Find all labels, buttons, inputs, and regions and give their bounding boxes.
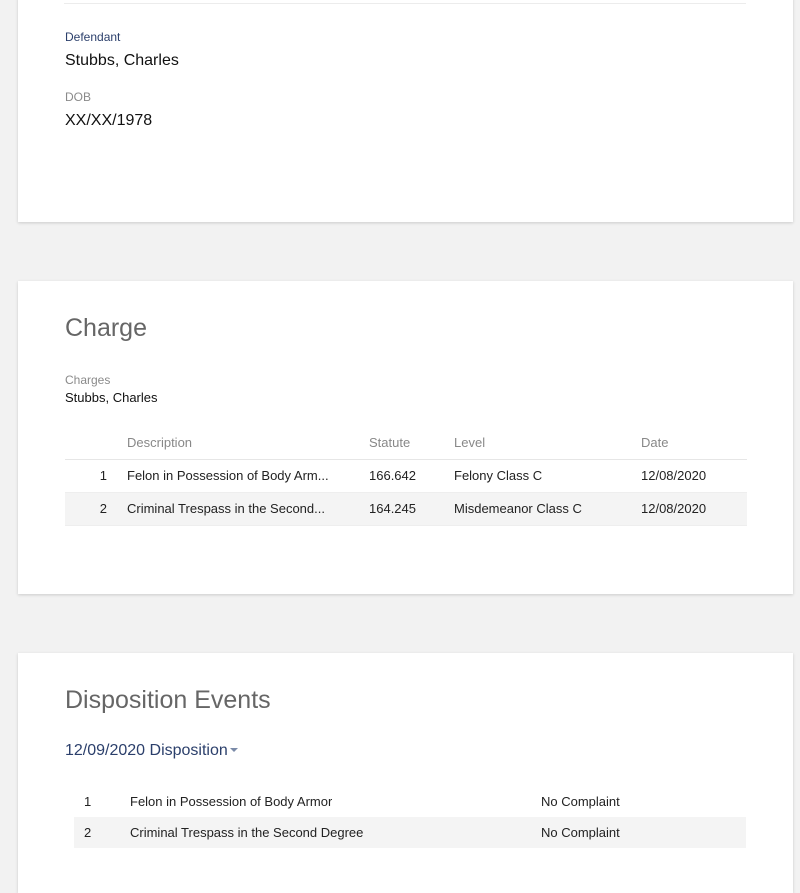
- charges-table: [65, 431, 747, 526]
- charge-description: Criminal Trespass in the Second...: [127, 501, 325, 516]
- row-number: 2: [84, 825, 92, 840]
- disposition-description: Criminal Trespass in the Second Degree: [130, 825, 364, 840]
- table-row[interactable]: [74, 786, 746, 817]
- disposition-status: No Complaint: [541, 794, 620, 809]
- table-row[interactable]: [65, 493, 747, 526]
- dob-value: XX/XX/1978: [65, 112, 153, 129]
- charges-party: Stubbs, Charles: [65, 390, 158, 405]
- charge-date: 12/08/2020: [641, 468, 707, 483]
- defendant-name: Stubbs, Charles: [65, 52, 179, 69]
- row-number: 2: [99, 501, 107, 516]
- table-row[interactable]: [74, 817, 746, 848]
- disposition-status: No Complaint: [541, 825, 620, 840]
- charge-title: Charge: [65, 314, 147, 342]
- disposition-card: [18, 653, 793, 893]
- column-header-date[interactable]: Date: [641, 435, 669, 450]
- dob-label: DOB: [65, 90, 92, 104]
- disposition-table: [74, 786, 746, 848]
- table-row[interactable]: [65, 460, 747, 493]
- disposition-title: Disposition Events: [65, 686, 271, 714]
- disposition-event-label: 12/09/2020 Disposition: [65, 742, 228, 759]
- charges-label: Charges: [65, 373, 111, 387]
- column-header-level[interactable]: Level: [454, 435, 486, 450]
- charge-statute: 164.245: [369, 501, 416, 516]
- column-header-description[interactable]: Description: [127, 435, 193, 450]
- disposition-event-dropdown[interactable]: [65, 742, 238, 760]
- charge-card: [18, 281, 793, 594]
- disposition-description: Felon in Possession of Body Armor: [130, 794, 333, 809]
- divider: [64, 3, 746, 4]
- charge-date: 12/08/2020: [641, 501, 707, 516]
- column-header-statute[interactable]: Statute: [369, 435, 411, 450]
- defendant-card: [18, 0, 793, 222]
- charge-level: Felony Class C: [454, 468, 543, 483]
- chevron-down-icon: [230, 748, 238, 752]
- charge-description: Felon in Possession of Body Arm...: [127, 468, 329, 483]
- row-number: 1: [99, 468, 107, 483]
- charge-statute: 166.642: [369, 468, 416, 483]
- row-number: 1: [84, 794, 92, 809]
- charge-level: Misdemeanor Class C: [454, 501, 582, 516]
- table-header: [65, 431, 747, 460]
- defendant-label: Defendant: [65, 30, 121, 44]
